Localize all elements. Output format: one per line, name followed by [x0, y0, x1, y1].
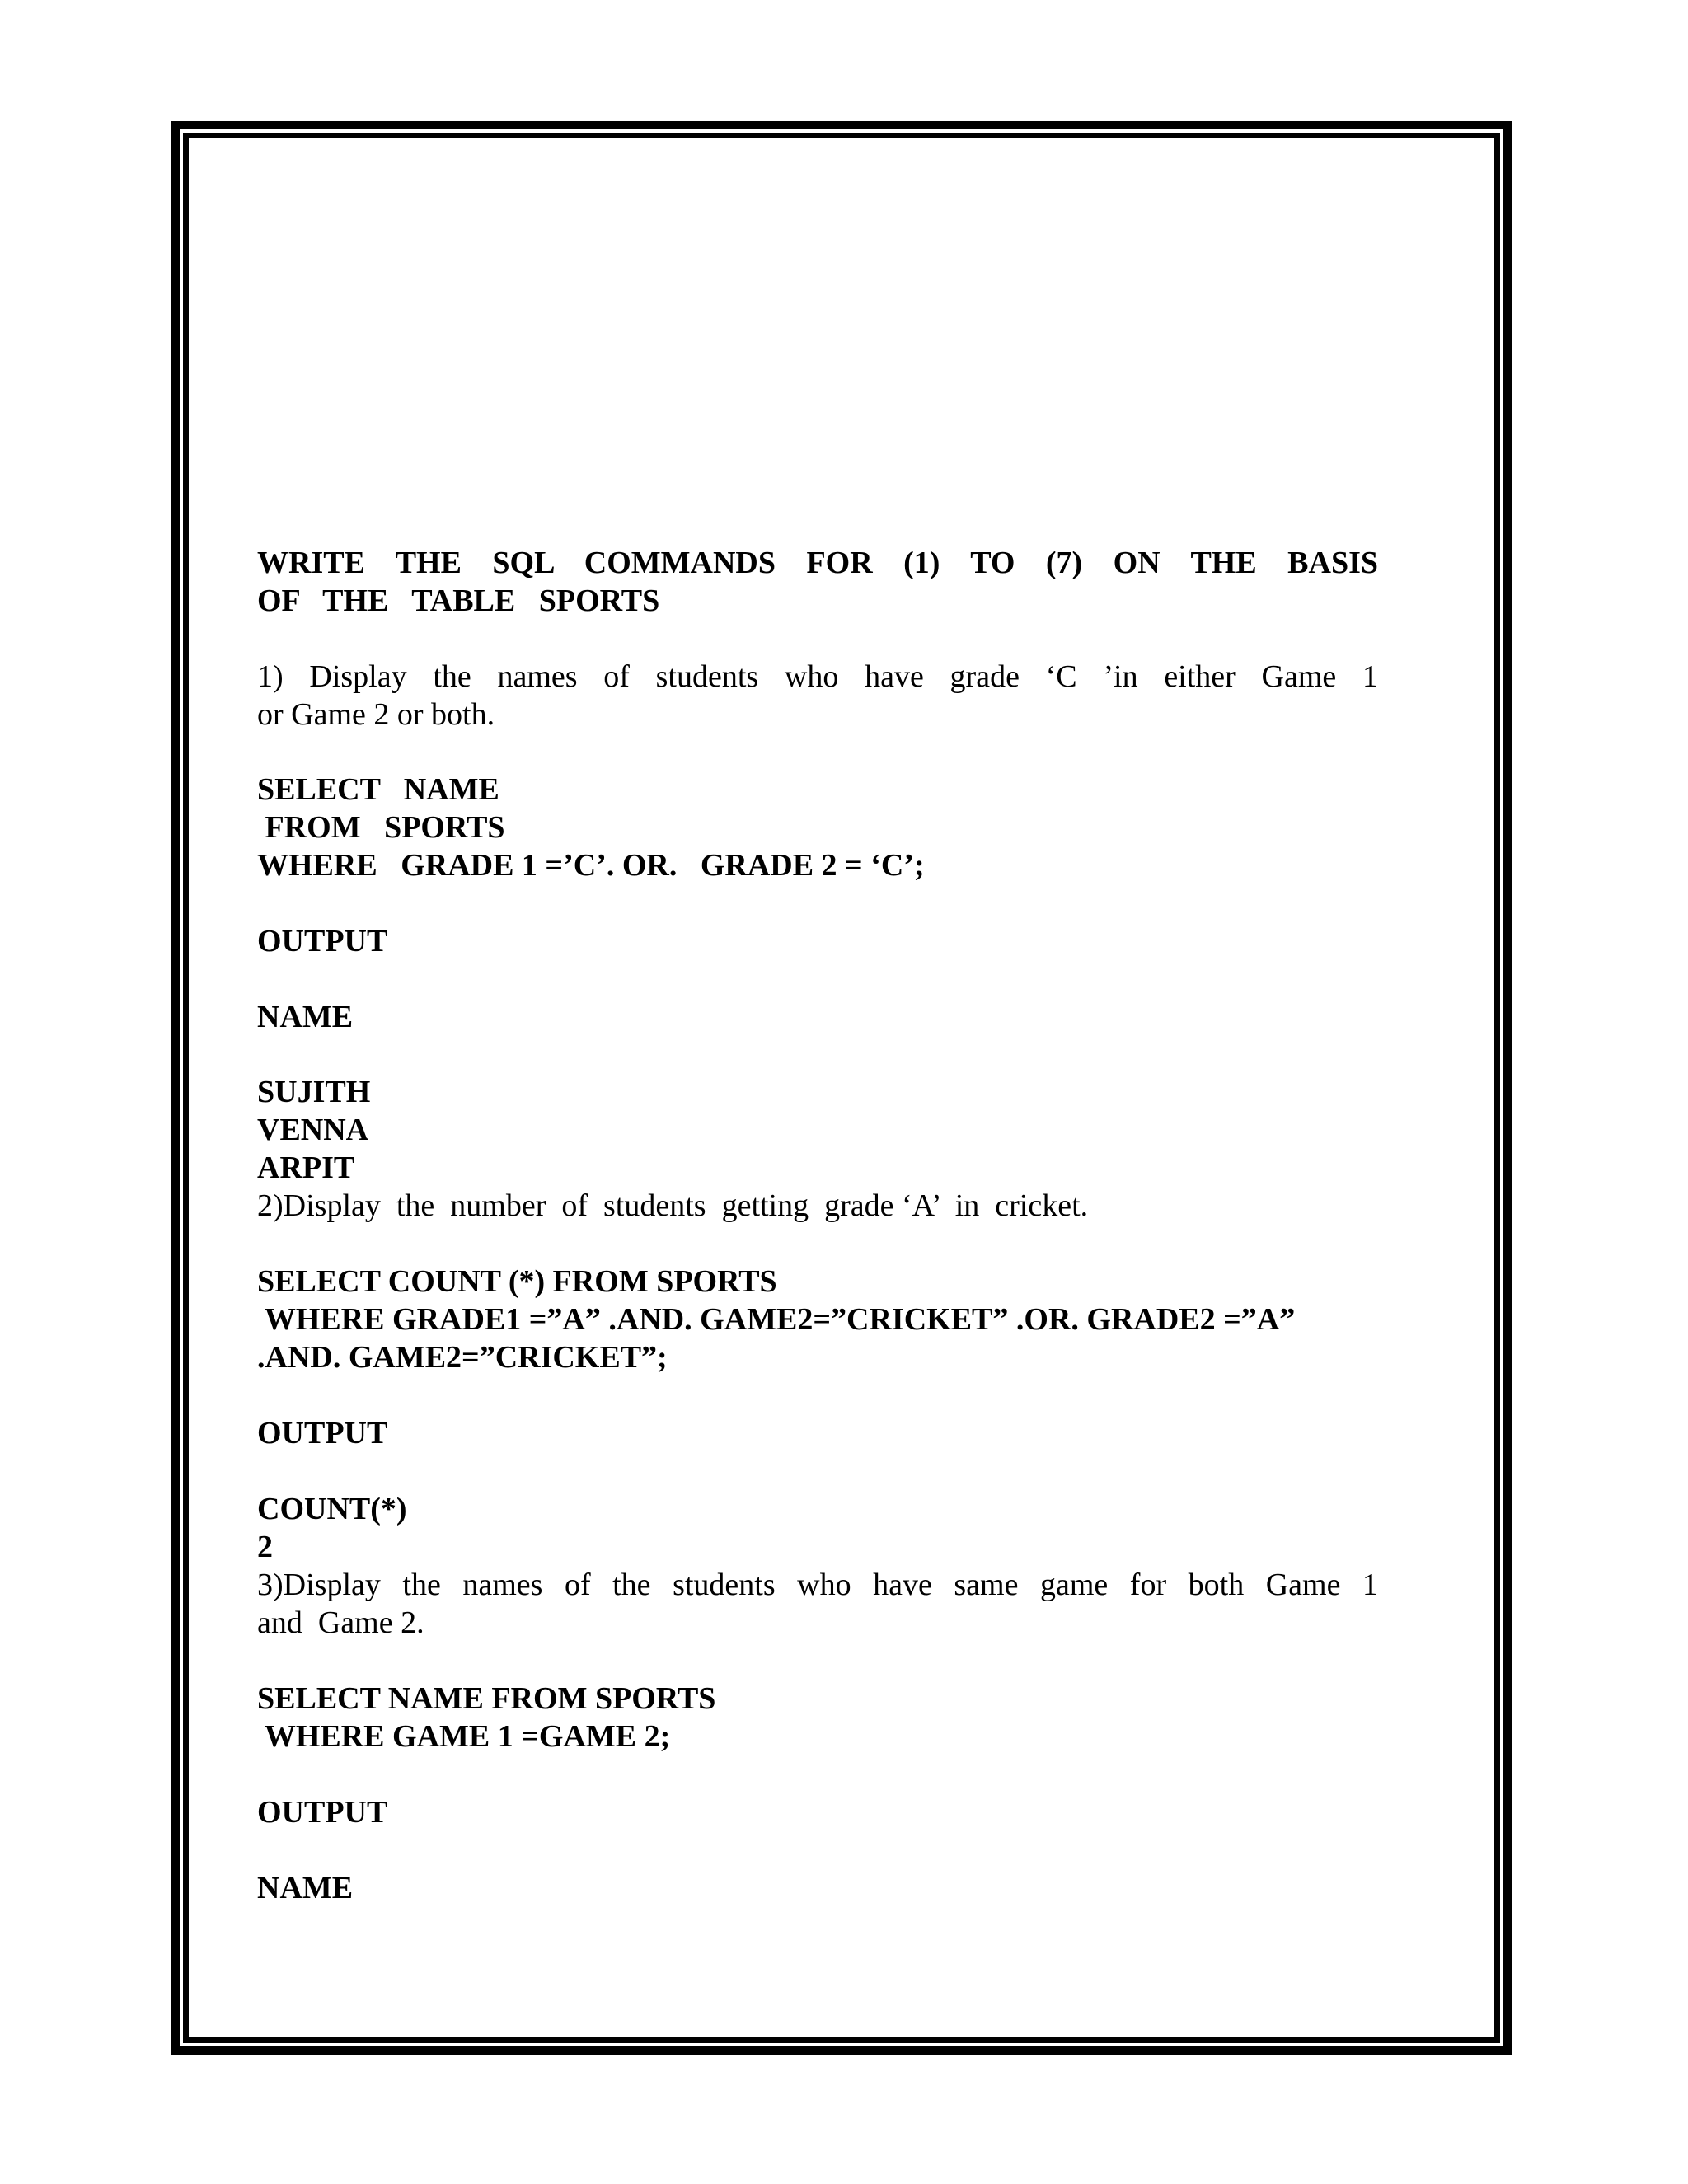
q1-output-column: NAME [257, 1000, 354, 1034]
q3-output-label: OUTPUT [257, 1795, 388, 1830]
q1-output-label: OUTPUT [257, 924, 388, 958]
q2-text: 2)Display the number of students getting grade ‘A’ in cricket. [257, 1188, 1089, 1223]
q1-text-line-1: 1) Display the names of students who have grade ‘C ’in either Game 1 [257, 659, 1378, 694]
heading-line-1: WRITE THE SQL COMMANDS FOR (1) TO (7) ON THE BASIS [257, 546, 1378, 580]
q2-sql-line-3: .AND. GAME2=”CRICKET”; [257, 1340, 668, 1375]
q1-sql-line-3: WHERE GRADE 1 =’C’. OR. GRADE 2 = ‘C’; [257, 848, 925, 883]
q3-sql-line-2: WHERE GAME 1 =GAME 2; [257, 1719, 671, 1754]
q1-sql-line-2: FROM SPORTS [257, 810, 505, 845]
q3-output-column: NAME [257, 1871, 354, 1905]
q2-output-column: COUNT(*) [257, 1492, 407, 1526]
q1-output-row: SUJITH [257, 1075, 371, 1109]
q3-text-line-1: 3)Display the names of the students who have same game for both Game 1 [257, 1568, 1378, 1602]
q2-sql-line-2: WHERE GRADE1 =”A” .AND. GAME2=”CRICKET” .OR. GRADE2 =”A” [257, 1302, 1296, 1337]
q1-sql-line-1: SELECT NAME [257, 772, 499, 807]
q2-output-value: 2 [257, 1530, 273, 1564]
q1-output-row: VENNA [257, 1113, 369, 1147]
q1-text-line-2: or Game 2 or both. [257, 697, 495, 732]
q3-sql-line-1: SELECT NAME FROM SPORTS [257, 1681, 716, 1716]
q1-output-row: ARPIT [257, 1151, 355, 1185]
heading-line-2: OF THE TABLE SPORTS [257, 583, 660, 618]
q2-sql-line-1: SELECT COUNT (*) FROM SPORTS [257, 1264, 777, 1299]
q3-text-line-2: and Game 2. [257, 1605, 424, 1640]
q2-output-label: OUTPUT [257, 1416, 388, 1451]
